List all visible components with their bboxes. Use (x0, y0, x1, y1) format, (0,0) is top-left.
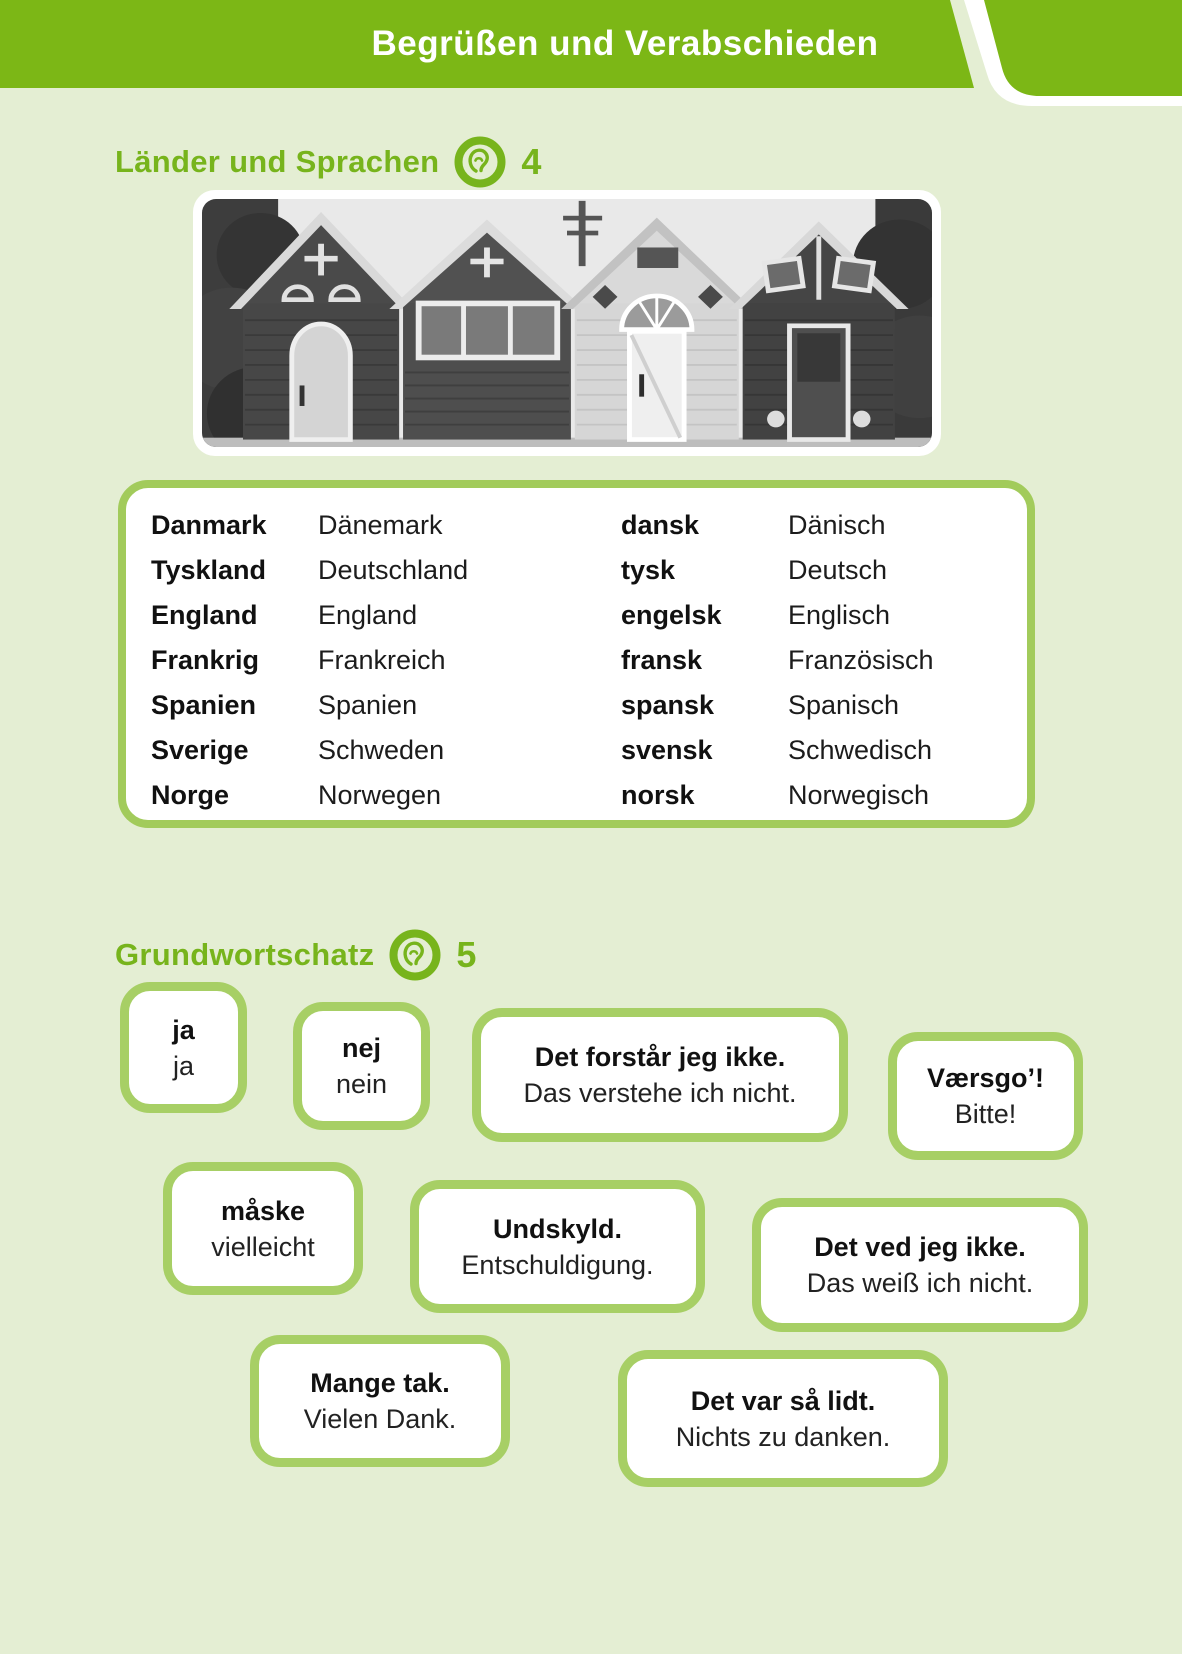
phrase-german: Vielen Dank. (303, 1404, 457, 1434)
cell-de-language: Spanisch (788, 690, 900, 720)
ear-icon (453, 135, 507, 189)
cell-da-language: engelsk (621, 600, 722, 630)
photo-frame (193, 190, 941, 456)
phrase-bubble-ja (120, 982, 247, 1113)
table-row (126, 555, 1027, 600)
section-heading-label: Länder und Sprachen (115, 144, 440, 179)
cell-de-language: Schwedisch (788, 735, 933, 765)
section-heading-grundwortschatz (115, 928, 477, 982)
cell-da-country: Frankrig (151, 645, 260, 675)
cell-de-country: Spanien (318, 690, 418, 720)
cell-da-language: fransk (621, 645, 703, 675)
phrase-german: Das weiß ich nicht. (806, 1268, 1034, 1298)
table-row (126, 510, 1027, 555)
phrase-danish: måske (220, 1195, 306, 1226)
cell-da-language: spansk (621, 690, 715, 720)
vocab-table-card (118, 480, 1035, 828)
cell-da-country: Sverige (151, 735, 249, 765)
cell-da-country: England (151, 600, 258, 630)
phrase-german: nein (335, 1069, 388, 1099)
phrase-danish: Mange tak. (310, 1368, 450, 1398)
phrase-bubble-maaske (163, 1162, 363, 1295)
phrase-bubble-det-forstaar-jeg-ikke (472, 1008, 848, 1142)
page-title: Begrüßen und Verabschieden (371, 24, 879, 63)
phrase-danish: ja (172, 1014, 195, 1045)
cell-de-language: Französisch (788, 645, 934, 675)
cell-de-country: Frankreich (318, 645, 446, 675)
cell-da-country: Tyskland (151, 555, 267, 585)
cell-de-country: Deutschland (318, 555, 469, 585)
huts-photo (202, 199, 932, 447)
cell-de-country: Dänemark (318, 510, 443, 540)
phrase-german: Entschuldigung. (461, 1249, 654, 1280)
cell-da-language: tysk (621, 555, 676, 585)
cell-da-language: dansk (621, 510, 700, 540)
table-row (126, 690, 1027, 735)
audio-track-number: 5 (456, 934, 477, 975)
phrase-german: vielleicht (211, 1231, 315, 1262)
cell-da-language: svensk (621, 735, 713, 765)
phrase-danish: nej (341, 1033, 381, 1063)
cell-da-language: norsk (621, 780, 695, 810)
section-heading-label: Grundwortschatz (115, 937, 375, 972)
phrase-german: Das verstehe ich nicht. (523, 1078, 797, 1108)
cell-de-country: England (318, 600, 418, 630)
cell-de-country: Schweden (318, 735, 445, 765)
phrase-danish: Værsgo’! (926, 1063, 1045, 1093)
phrase-bubble-vaersgo (888, 1032, 1083, 1160)
phrase-german: Nichts zu danken. (675, 1421, 891, 1452)
cell-de-language: Norwegisch (788, 780, 930, 810)
cell-da-country: Norge (151, 780, 230, 810)
table-row (126, 645, 1027, 690)
phrase-bubble-det-var-saa-lidt (618, 1350, 948, 1487)
phrase-bubble-undskyld (410, 1180, 705, 1313)
phrase-german: Bitte! (954, 1099, 1017, 1129)
phrase-danish: Det ved jeg ikke. (814, 1232, 1026, 1262)
cell-de-country: Norwegen (318, 780, 442, 810)
cell-da-country: Danmark (151, 510, 267, 540)
audio-track-number: 4 (521, 141, 542, 182)
cell-da-country: Spanien (151, 690, 257, 720)
phrase-german: ja (172, 1050, 194, 1081)
phrase-bubble-det-ved-jeg-ikke (752, 1198, 1088, 1332)
cell-de-language: Deutsch (788, 555, 888, 585)
phrase-bubble-nej (293, 1002, 430, 1130)
table-row (126, 600, 1027, 645)
phrase-bubble-mange-tak (250, 1335, 510, 1467)
cell-de-language: Englisch (788, 600, 891, 630)
phrase-danish: Det var så lidt. (690, 1385, 876, 1416)
phrase-danish: Undskyld. (492, 1213, 623, 1244)
ear-icon (388, 928, 442, 982)
table-row (126, 780, 1027, 825)
section-heading-laender-und-sprachen (115, 135, 542, 189)
phrase-danish: Det forstår jeg ikke. (534, 1042, 786, 1072)
table-row (126, 735, 1027, 780)
cell-de-language: Dänisch (788, 510, 886, 540)
